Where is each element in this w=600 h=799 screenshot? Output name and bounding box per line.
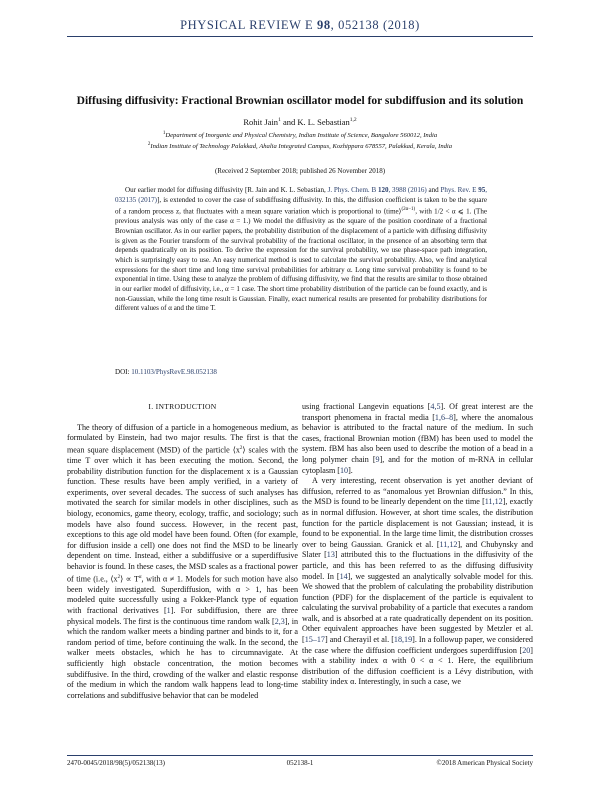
abstract-s1: Our earlier model for diffusing diffusivity [R. Jain and K. L. Sebastian,	[125, 186, 328, 194]
rc-text-1a: using fractional Langevin equations [	[302, 402, 431, 411]
right-paragraph-2	[302, 476, 533, 688]
right-column	[302, 402, 533, 688]
author-and: and	[282, 117, 296, 127]
ref1-journal: J. Phys. Chem. B	[327, 186, 377, 194]
affiliation-1	[40, 131, 560, 139]
rc-text-1d: ], and for the motion of m-RNA in cellular cytoplasm [	[302, 454, 534, 475]
rc-text-1c: ], where the anomalous behavior is attributed to the fractal nature of the medium. In such cases, fractional Brownian motion (fBM) has been used to model the system. fBM has also been used to describe the motion of a bead in a long polymer chain [	[302, 412, 533, 464]
ref2-year: 2017	[140, 195, 155, 204]
rc-text-1b: ]. Of great interest are the transport phenomena in fractal media [	[302, 402, 533, 422]
author-2: K. L. Sebastian	[297, 117, 350, 127]
author-1: Rohit Jain	[243, 117, 279, 127]
cite-18-19[interactable]: 18,19	[393, 635, 413, 645]
left-column	[67, 400, 298, 701]
cite-1[interactable]: 1	[166, 606, 171, 616]
abstract-s4: , with 1/2 < α ⩽ 1. (The previous analysis was only of the case α = 1.) We model the diffusivity as the square of the position coordinate of a fractional Brownian oscillator. As in our earlier papers, the probability distribution of the displacement of a particle with diffusing diffusivity is given as the Fourier transform of the survival probability of the fractional oscillator, in the presence of an absorbing term that depends quadratically on its position. To derive the expression for the survival probability, we use phase-space path integration, which is surprisingly easy to use. An easy numerical method is used to calculate the survival probability. Also, we find analytical expressions for the short time and long time survival probabilities for arbitrary α. Long time survival probability is found to be exponential in time. Using these to analyze the problem of diffusing diffusivity, we find that the results are similar to those obtained in our earlier model of diffusivity, i.e., α = 1 case. The short time probability distribution of the particle can be found exactly, and is non-Gaussian, while the long time result is Gaussian. Finally, exact numerical results are presented for probability distributions for different values of α and the time T.	[115, 207, 487, 313]
author-2-sup: 1,2	[349, 117, 357, 124]
cite-20[interactable]: 20	[522, 645, 531, 655]
cite-15-17[interactable]: 15–17	[304, 635, 325, 645]
ref1-link[interactable]: J. Phys. Chem. B 120, 3988 (2016)	[327, 186, 427, 194]
journal-header	[0, 18, 600, 33]
rc-text-2g: ]. In a followup paper, we considered the case where the diffusion coefficient undergoes superdiffusion [	[302, 635, 533, 655]
affiliation-2-text: Indian Institute of Technology Palakkad, Ahalia Integrated Campus, Kozhippara 678557, Palakkad, Kerala, India	[150, 143, 453, 151]
rc-text-2a: A very interesting, recent observation is yet another deviant of diffusion, referred to as “anomalous yet Brownian diffusion.” In this, the MSD is found to be linearly dependent on the time [	[302, 476, 533, 507]
cite-1-6-8[interactable]: 1,6–8	[434, 412, 454, 422]
ref1-page: 3988	[392, 186, 407, 194]
paper-title: Diffusing diffusivity: Fractional Brownian oscillator model for subdiffusion and its solution	[76, 95, 524, 107]
ref2-link[interactable]: Phys. Rev. E 95, 032135 (2017)	[115, 186, 487, 204]
rc-text-2e: ], we suggested an analytically solvable model for this. We showed that the problem of calculating the probability distribution function (PDF) for the displacement of the particle is equivalent to calculating the survival probability of a particle that executes a random walk, and is absorbed at a rate quadratically dependent on its position. Other equivalent approaches have been suggested by Metzler et al. [	[302, 571, 533, 645]
ref1-vol: 120	[377, 186, 389, 194]
doi-link[interactable]: 10.1103/PhysRevE.98.052138	[131, 368, 217, 376]
header-rule	[67, 36, 533, 37]
lc-text-c: ⟩ ∝ T	[120, 574, 139, 584]
journal-article: , 052138 (2018)	[330, 18, 420, 32]
cite-10[interactable]: 10	[340, 465, 349, 475]
doi-label: DOI:	[115, 368, 132, 376]
rc-text-2d: ] attributed this to the fluctuations in the diffusivity of the particle, and this has been referred to as the diffusing diffusivity model. In [	[302, 550, 533, 581]
abstract-s3: ], is extended to cover the case of subdiffusing diffusivity. In this, the diffusion coefficient is taken to be the square of a random process z, that fluctuates with a mean square variation which is proportional to ⟨time⟩	[115, 195, 487, 216]
rc-text-2h: ] with a stability index α with 0 < α < 1. Here, the equilibrium distribution of the diffusion coefficient is a Lévy distribution, with stability index α. Interestingly, in such a case, we	[302, 645, 533, 687]
cite-2-3[interactable]: 2,3	[274, 616, 285, 626]
abstract-exponent: (2α−1)	[401, 207, 416, 213]
author-line	[40, 117, 560, 127]
cite-11-12-b[interactable]: 11,12	[439, 539, 458, 549]
ref2-vol: 95	[478, 186, 486, 194]
rc-text-1e: ].	[348, 465, 353, 475]
lc-text-a: The theory of diffusion of a particle in a homogeneous medium, as formulated by Einstein, had two major results. The first is that the mean square displacement (MSD) of the particle ⟨x	[67, 422, 298, 455]
cite-11-12[interactable]: 11,12	[484, 497, 503, 507]
ref2-journal: Phys. Rev. E	[440, 186, 477, 194]
lc-sup-3: α	[138, 574, 142, 580]
received-dates: (Received 2 September 2018; published 26 November 2018)	[214, 167, 386, 175]
journal-volume: 98	[316, 18, 331, 32]
cite-4-5[interactable]: 4,5	[430, 402, 441, 411]
rc-text-2b: ], exactly as in normal diffusion. However, at short time scales, the distribution function for the particle displacement is not Gaussian; instead, it is found to be exponential. In the large time limit, the distribution crosses over to being Gaussian. Granick et al. [	[302, 497, 533, 549]
lc-text-b: ⟩ scales with the time T over which it has been executing the motion. Second, the probability distribution function for the displacement x is a Gaussian function. These results have been amply verified, in a variety of experiments, over several decades. The success of such analyses has motivated the search for similar models in other disciplines, such as biology, economics, game theory, ecology, traffic, and sociology; such models have also found success. However, in the recent past, exceptions to this age old model have been found. Often (for example, for diffusion inside a cell) one does not find the MSD to be linearly dependent on time. Instead, either a subdiffusive or a superdiffusive behavior is found. In these cases, the MSD scales as a fractional power of time (i.e., ⟨x	[67, 445, 298, 584]
affiliation-1-text: Department of Inorganic and Physical Chemistry, Indian Institute of Science, Bangalore 560012, India	[165, 132, 438, 140]
abstract-s2: and	[426, 186, 441, 194]
cite-13[interactable]: 13	[326, 550, 335, 560]
author-1-sup: 1	[278, 117, 281, 124]
ref1-year: 2016	[410, 186, 425, 194]
affiliation-2-sup: 2	[147, 142, 151, 147]
ref2-page: 032135	[115, 195, 137, 204]
footer-rule	[67, 755, 533, 756]
rc-text-2f: ] and Cherayil et al. [	[324, 635, 394, 645]
footer-copyright: ©2018 American Physical Society	[436, 759, 533, 767]
affiliation-2	[40, 142, 560, 150]
footer-issn: 2470-0045/2018/98(5)/052138(13)	[67, 759, 165, 767]
rc-text-2c: ], and Chubynsky and Slater [	[302, 539, 533, 560]
footer-page: 052138-1	[286, 759, 314, 767]
right-paragraph-1	[302, 402, 533, 476]
lc-text-d: , with α ≠ 1. Models for such motion have also been widely investigated. Superdiffusion, with α > 1, has been modeled quite successfully using a Fokker-Planck type of equation with fractional derivatives [	[67, 574, 298, 616]
lc-text-e: ]. For subdiffusion, there are three physical models. The first is the continuous time random walk [	[67, 606, 298, 626]
section-heading: I. INTRODUCTION	[148, 402, 217, 411]
lc-text-f: ], in which the random walker meets a binding partner and binds to it, for a random period of time, before continuing the walk. In the second, the walker meets obstacles, which he has to circumnavigate. At sufficiently high obstacle concentration, the motion becomes subdiffusive. In the third, crowding of the walker and elastic response of the medium in which the random walk happens lead to long-time correlations and subdiffusive behavior that can be modeled	[67, 616, 298, 700]
lc-sup-1: 2	[239, 445, 243, 451]
journal-name: PHYSICAL REVIEW E	[180, 18, 314, 32]
lc-sup-2: 2	[117, 574, 121, 580]
affiliation-1-sup: 1	[162, 131, 166, 136]
cite-9[interactable]: 9	[375, 454, 380, 464]
doi-line	[115, 368, 217, 376]
abstract	[115, 186, 487, 314]
intro-paragraph-1	[67, 423, 298, 702]
cite-14[interactable]: 14	[339, 571, 348, 581]
